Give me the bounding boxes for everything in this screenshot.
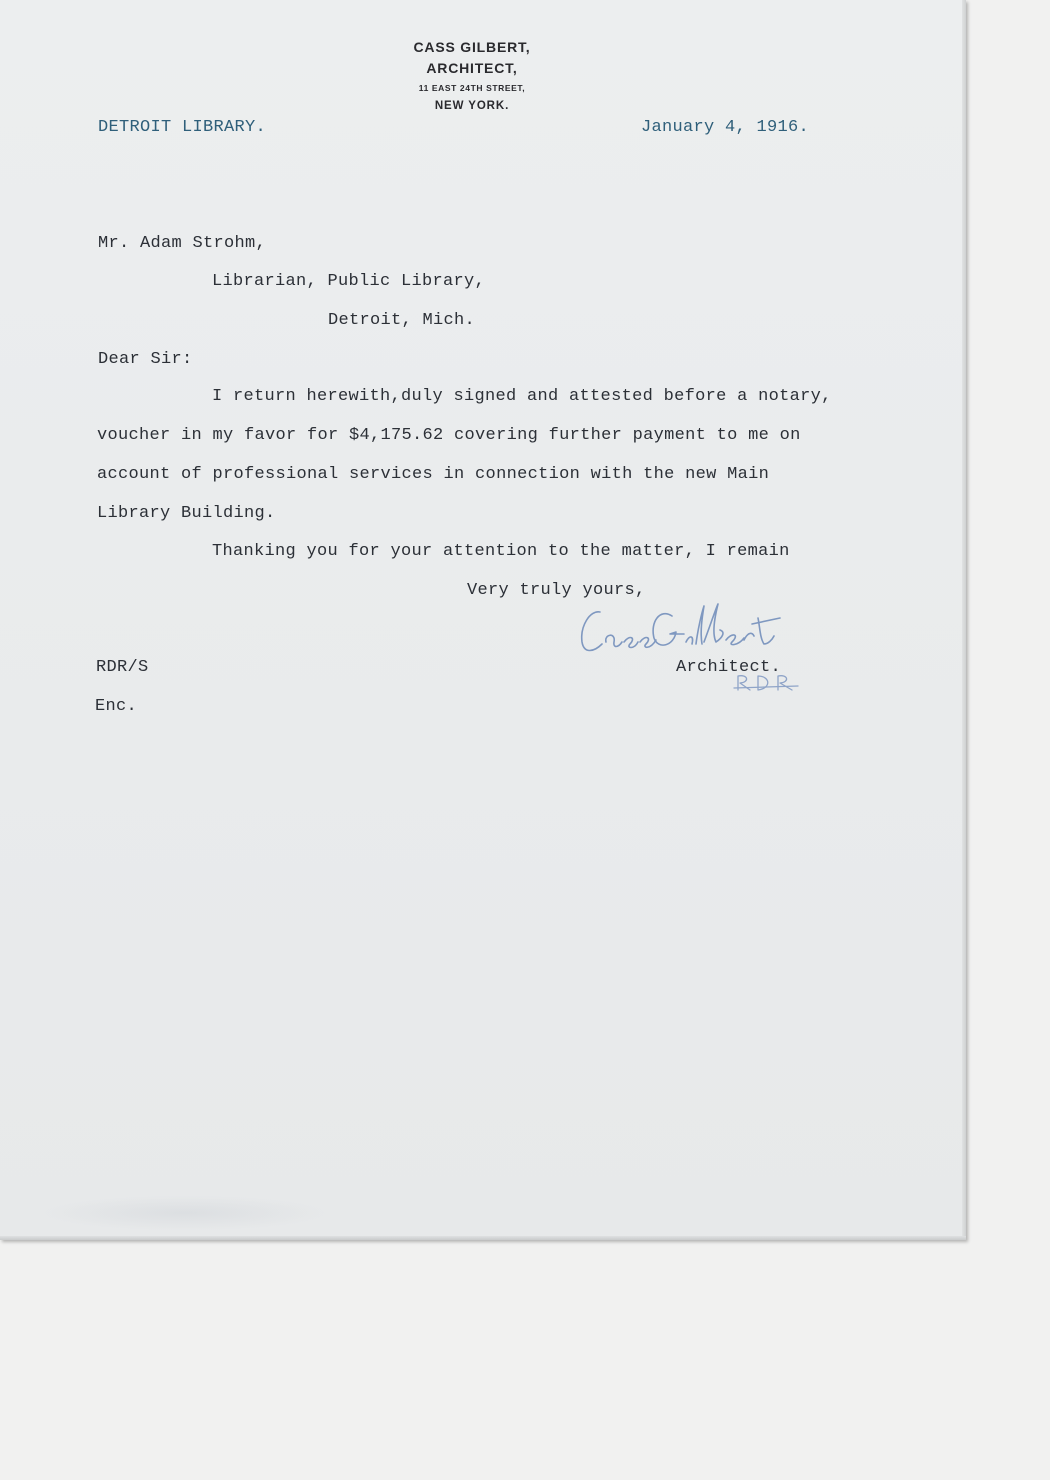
letterhead-city: NEW YORK. — [434, 100, 510, 112]
closing: Very truly yours, — [467, 581, 646, 600]
letterhead — [322, 37, 622, 115]
file-label: DETROIT LIBRARY. — [98, 118, 267, 137]
signature-title: Architect. — [676, 658, 782, 677]
letterhead-title: ARCHITECT, — [426, 60, 518, 76]
body-line-2: voucher in my favor for $4,175.62 covering further payment to me on — [97, 426, 801, 445]
letterhead-name: CASS GILBERT, — [413, 39, 531, 55]
enclosure-note: Enc. — [95, 697, 138, 716]
recipient-position: Librarian, Public Library, — [212, 272, 486, 291]
salutation: Dear Sir: — [98, 350, 193, 369]
body-line-3: account of professional services in connection with the new Main — [97, 465, 770, 484]
signature-cass-gilbert — [576, 598, 786, 662]
initials-rdr-mark — [732, 672, 802, 696]
typist-reference: RDR/S — [96, 658, 149, 677]
letter-date: January 4, 1916. — [641, 118, 810, 137]
sheet-edge-right — [962, 0, 966, 1240]
recipient-name: Mr. Adam Strohm, — [98, 234, 267, 253]
sheet-edge-bottom — [0, 1236, 966, 1240]
body-line-4: Library Building. — [97, 504, 276, 523]
recipient-location: Detroit, Mich. — [328, 311, 476, 330]
body-line-5: Thanking you for your attention to the matter, I remain — [212, 542, 790, 561]
letterhead-street: 11 EAST 24TH STREET, — [418, 83, 526, 93]
faded-stamp-mark — [40, 1195, 330, 1231]
body-line-1: I return herewith,duly signed and attested before a notary, — [212, 387, 832, 406]
